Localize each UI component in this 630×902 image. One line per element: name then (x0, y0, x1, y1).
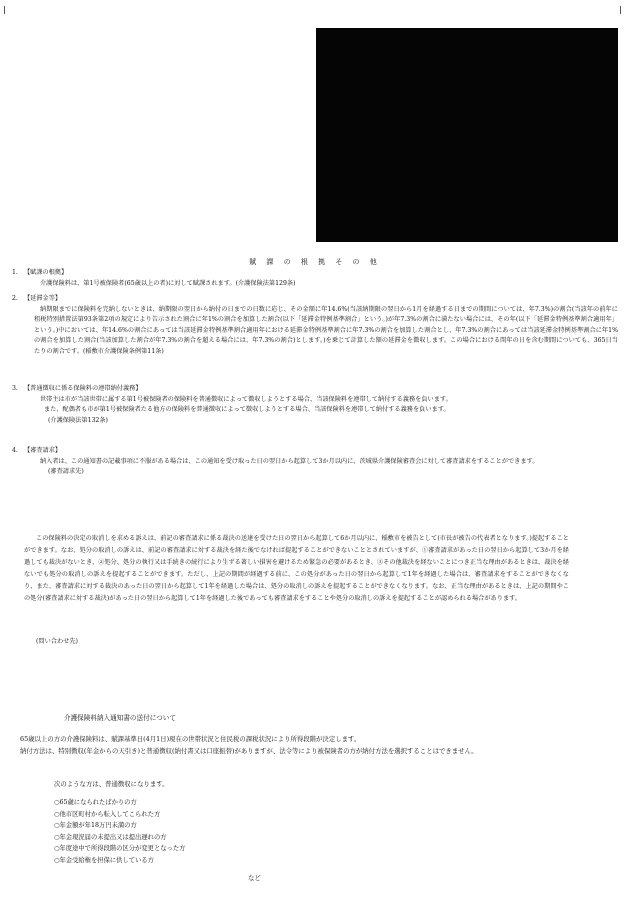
corner-mark-left (4, 6, 5, 14)
section-joint-liability (10, 384, 618, 426)
notice-paragraph: 65歳以上の方の介護保険料は、賦課基準日(4月1日)現在の世帯状況と住民税の課税状況により所得段階が決定します。 (20, 735, 361, 743)
litigation-paragraph: この保険料の決定の取消しを求める訴えは、前記の審査請求に係る裁決の送達を受けた日の翌日から起算して6か月以内に、稲敷市を被告として(市長が被告の代表者となります。)提起することができます。なお、処分の取消しの訴えは、前記の審査請求に対する裁決を経た後でなければ提起することができないこととされていますが、①審査請求があった日の翌日から起算して3か月を経過しても裁決がないとき、②処分、処分の執行又は手続きの続行により生ずる著しい損害を避けるため緊急の必要があるとき、③その他裁決を経ないことにつき正当な理由があるときは、裁決を経ないでも処分の取消しの訴えを提起することができます。ただし、上記の期間が経過する前に、この処分があった日の翌日から起算して1年を経過した場合は、審査請求をすることができなくなり、また、審査請求に対する裁決のあった日の翌日から起算して1年を経過した場合は、処分の取消しの訴えを提起することができなくなります。なお、正当な理由があるときは、上記の期間やこの処分(審査請求に対する裁決)があった日の翌日から起算して1年を経過した後であっても審査請求をすることや処分の取消しの訴えを提起することが認められる場合があります。 (24, 535, 569, 602)
cases-intro: 次のような方は、普通徴収になります。 (54, 780, 169, 788)
section-heading: 【賦課の根拠】 (24, 269, 68, 276)
appeal-destination-label: (審査請求先) (48, 468, 84, 476)
list-item: ○年度途中で所得段階の区分が変更となった方 (54, 845, 186, 853)
list-item: ○年金額が年18万円未満の方 (54, 822, 137, 830)
section-heading: 【普通徴収に係る保険料の連帯納付義務】 (24, 385, 142, 392)
section-paragraph: 納入者は、この通知書の記載事項に不服がある場合は、この通知を受け取った日の翌日から起算して3か月以内に、茨城県介護保険審査会に対して審査請求をすることができます。 (40, 457, 539, 465)
section-appeal (10, 446, 618, 478)
notice-paragraph: 納付方法は、特別徴収(年金からの天引き)と普通徴収(納付書又は口座振替)がありますが、法令等により被保険者の方が納付方法を選択することはできません。 (20, 746, 478, 755)
section-number: 2. (12, 295, 18, 302)
notice-body (14, 734, 590, 757)
section-paragraph: また、配偶者も市が第1号被保険者たる他方の保険料を普通徴収によって徴収しようとする場合、当該保険料を連帯して納付する義務を負います。 (44, 406, 450, 414)
corner-mark-right (620, 6, 621, 14)
redacted-block (316, 28, 618, 242)
list-item: ○年金受給権を担保に供している方 (54, 856, 154, 864)
list-item: ○年金現況届の未提出又は提出遅れの方 (54, 833, 167, 841)
etc-label: など (248, 874, 261, 882)
section-number: 1. (12, 269, 18, 276)
section-heading: 【審査請求】 (24, 447, 62, 454)
section-late-fee (10, 294, 618, 358)
list-item: ○他市区町村から転入してこられた方 (54, 810, 161, 818)
section-citation: (介護保険法第132条) (48, 416, 108, 424)
inquiry-label: (問い合わせ先) (36, 638, 78, 645)
list-item: ○65歳になられたばかりの方 (54, 799, 137, 806)
section-heading: 【延滞金等】 (24, 295, 62, 302)
section-number: 4. (12, 447, 18, 454)
section-paragraph: 納期限までに保険料を完納しないときは、納期限の翌日から納付の日までの日数に応じ、その金額に年14.6%(当該納期限の翌日から1月を経過する日までの期間については、年7.3%)の割合(当該年の前年に租税特別措置法第93条第2項の規定により告示された割合に年1%の割合を加算した割合(以下「延滞金特例基準割合」という。)が年7.3%の割合に満たない場合には、その年(以下「延滞金特例基準割合適用年」という。)中においては、年14.6%の割合にあっては当該延滞金特例基準割合適用年における延滞金特例基準割合に年7.3%の割合を加算した割合とし、年7.3%の割合にあっては当該延滞金特例基準割合に年1%の割合を加算した割合(当該加算した割合が年7.3%の割合を超える場合には、年7.3%の割合)とします。)を乗じて計算した額の延滞金を徴収します。この場合における閏年の日を含む期間についても、365日当たりの割合です。(稲敷市介護保険条例第11条) (34, 305, 618, 355)
section-basis (10, 268, 618, 289)
section-paragraph: 世帯主は市が当該世帯に属する第1号被保険者の保険料を普通徴収によって徴収しようとする場合、当該保険料を連帯して納付する義務を負います。 (40, 395, 452, 403)
section-paragraph: 介護保険料は、第1号被保険者(65歳以上の者)に対して賦課されます。(介護保険法第129条) (40, 279, 296, 287)
cases-list (54, 797, 185, 867)
section-number: 3. (12, 385, 18, 392)
page-title: 賦 課 の 根 拠 そ の 他 (249, 258, 381, 266)
notice-title: 介護保険料納入通知書の送付について (64, 714, 176, 722)
